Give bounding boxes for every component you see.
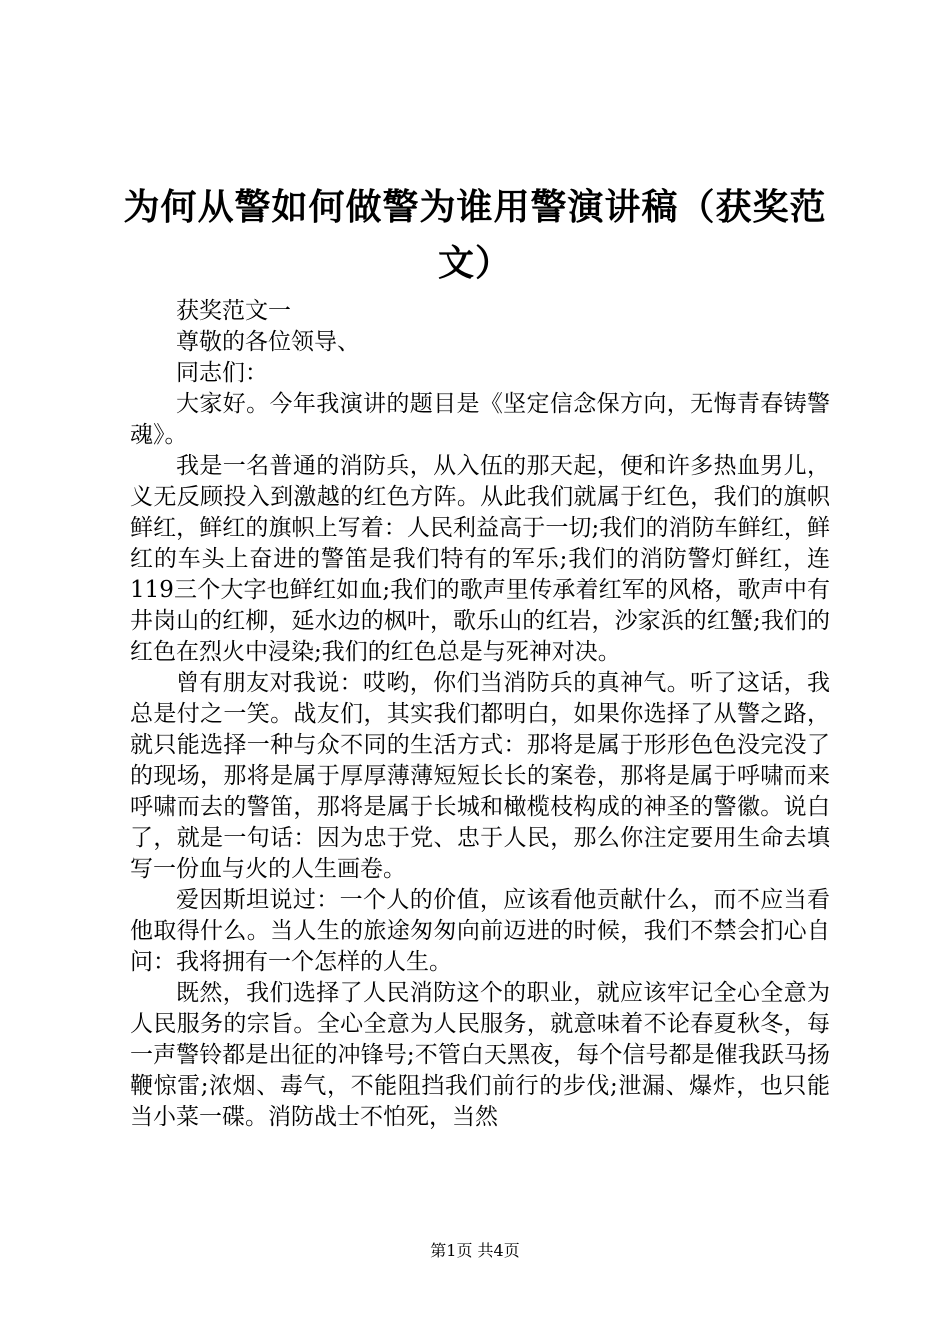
paragraph-einstein-quote: 爱因斯坦说过：一个人的价值，应该看他贡献什么，而不应当看他取得什么。当人生的旅途匆匆向前迈进的时候，我们不禁会扪心自问：我将拥有一个怎样的人生。 xyxy=(130,887,830,975)
paragraph-subtitle: 获奖范文一 xyxy=(176,298,291,324)
document-body xyxy=(130,296,830,1133)
paragraph-salutation-comrades: 同志们： xyxy=(176,360,268,386)
page-footer: 第1页 共4页 xyxy=(430,1241,520,1260)
paragraph-serve-people: 既然，我们选择了人民消防这个的职业，就应该牢记全心全意为人民服务的宗旨。全心全意为人民服务，就意味着不论春夏秋冬，每一声警铃都是出征的冲锋号;不管白天黑夜，每个信号都是催我跃马扬鞭惊雷;浓烟、毒气，不能阻挡我们前行的步伐;泄漏、爆炸，也只能当小菜一碟。消防战士不怕死，当然 xyxy=(130,980,830,1130)
paragraph-choice-of-life: 曾有朋友对我说：哎哟，你们当消防兵的真神气。听了这话，我总是付之一笑。战友们，其实我们都明白，如果你选择了从警之路，就只能选择一种与众不同的生活方式：那将是属于形形色色没完没了的现场，那将是属于厚厚薄薄短短长长的案卷，那将是属于呼啸而来呼啸而去的警笛，那将是属于长城和橄榄枝构成的神圣的警徽。说白了，就是一句话：因为忠于党、忠于人民，那么你注定要用生命去填写一份血与火的人生画卷。 xyxy=(130,670,830,882)
paragraph-salutation-leaders: 尊敬的各位领导、 xyxy=(176,329,360,355)
paragraph-red-identity: 我是一名普通的消防兵，从入伍的那天起，便和许多热血男儿，义无反顾投入到激越的红色方阵。从此我们就属于红色，我们的旗帜鲜红，鲜红的旗帜上写着：人民利益高于一切;我们的消防车鲜红，鲜红的车头上奋进的警笛是我们特有的军乐;我们的消防警灯鲜红，连119三个大字也鲜红如血;我们的歌声里传承着红军的风格，歌声中有井岗山的红柳，延水边的枫叶，歌乐山的红岩，沙家浜的红蟹;我们的红色在烈火中浸染;我们的红色总是与死神对决。 xyxy=(130,453,830,665)
paragraph-greeting: 大家好。今年我演讲的题目是《坚定信念保方向，无悔青春铸警魂》。 xyxy=(130,391,830,448)
document-title: 为何从警如何做警为谁用警演讲稿（获奖范文） xyxy=(123,187,827,284)
